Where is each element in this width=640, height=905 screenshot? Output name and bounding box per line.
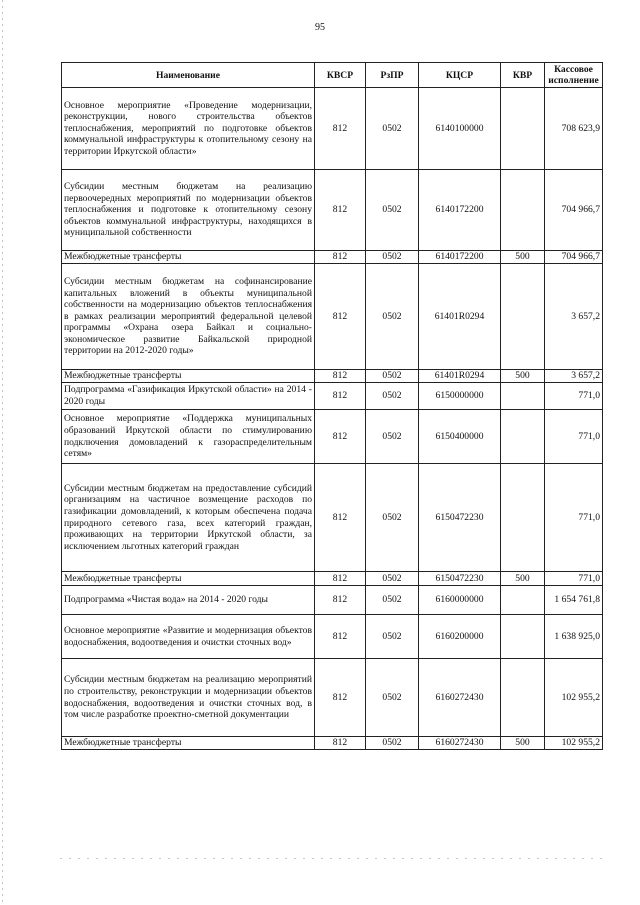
table-row xyxy=(62,410,603,464)
table-row xyxy=(62,383,603,410)
row-kvr xyxy=(501,410,545,464)
header-kvr: КВР xyxy=(501,63,545,88)
row-kcsr: 6150472230 xyxy=(419,464,501,572)
row-amount: 771,0 xyxy=(545,383,603,410)
row-kcsr: 6160200000 xyxy=(419,615,501,659)
row-kvr: 500 xyxy=(501,370,545,383)
row-kvsr: 812 xyxy=(315,370,366,383)
table-row xyxy=(62,615,603,659)
row-amount: 3 657,2 xyxy=(545,264,603,370)
table-row xyxy=(62,251,603,264)
row-kcsr: 6150472230 xyxy=(419,572,501,586)
row-kcsr: 6150000000 xyxy=(419,383,501,410)
row-name: Основное мероприятие «Поддержка муниципальных образований Иркутской области по стимулированию подключения домовладений к газораспределительным сетям» xyxy=(62,410,315,464)
table-row xyxy=(62,464,603,572)
row-amount: 3 657,2 xyxy=(545,370,603,383)
scan-bottom-artifact xyxy=(60,858,605,859)
row-kvr xyxy=(501,383,545,410)
row-kvsr: 812 xyxy=(315,572,366,586)
row-kvr xyxy=(501,659,545,737)
row-name: Основное мероприятие «Проведение модернизации, реконструкции, нового строительства объектов теплоснабжения, мероприятий по подготовке объектов коммунальной инфраструктуры к отопительному сезону на территории Иркутской области» xyxy=(62,88,315,170)
row-kvsr: 812 xyxy=(315,464,366,572)
row-kcsr: 6140100000 xyxy=(419,88,501,170)
row-name: Субсидии местным бюджетам на предоставление субсидий организациям на частичное возмещение расходов по газификации домовладений, к которым обеспечена подача природного сетевого газа, всех категорий граждан, проживающих на территории Иркутской области, за исключением льготных категорий граждан xyxy=(62,464,315,572)
header-name: Наименование xyxy=(62,63,315,88)
page-number: 95 xyxy=(315,22,325,33)
row-rzpr: 0502 xyxy=(366,410,419,464)
row-kvsr: 812 xyxy=(315,659,366,737)
row-kcsr: 6160272430 xyxy=(419,659,501,737)
row-kcsr: 6140172200 xyxy=(419,251,501,264)
row-kvsr: 812 xyxy=(315,264,366,370)
row-rzpr: 0502 xyxy=(366,659,419,737)
header-amount: Кассовое исполнение xyxy=(545,63,603,88)
row-kvsr: 812 xyxy=(315,383,366,410)
row-amount: 771,0 xyxy=(545,572,603,586)
row-amount: 771,0 xyxy=(545,410,603,464)
row-amount: 1 654 761,8 xyxy=(545,586,603,615)
row-kvr: 500 xyxy=(501,737,545,750)
row-amount: 102 955,2 xyxy=(545,659,603,737)
row-name: Межбюджетные трансферты xyxy=(62,572,315,586)
row-kvsr: 812 xyxy=(315,410,366,464)
table-row xyxy=(62,737,603,750)
row-kvr xyxy=(501,88,545,170)
row-rzpr: 0502 xyxy=(366,370,419,383)
row-kcsr: 61401R0294 xyxy=(419,264,501,370)
row-rzpr: 0502 xyxy=(366,88,419,170)
row-kvsr: 812 xyxy=(315,615,366,659)
row-rzpr: 0502 xyxy=(366,170,419,251)
table-row xyxy=(62,572,603,586)
row-amount: 1 638 925,0 xyxy=(545,615,603,659)
row-kvsr: 812 xyxy=(315,737,366,750)
row-name: Межбюджетные трансферты xyxy=(62,370,315,383)
row-kvr xyxy=(501,586,545,615)
budget-execution-table xyxy=(61,62,603,750)
row-kvr xyxy=(501,264,545,370)
row-kvsr: 812 xyxy=(315,170,366,251)
scan-edge-artifact xyxy=(2,0,3,905)
row-name: Основное мероприятие «Развитие и модернизация объектов водоснабжения, водоотведения и очистки сточных вод» xyxy=(62,615,315,659)
header-kvsr: КВСР xyxy=(315,63,366,88)
row-kvr xyxy=(501,615,545,659)
row-name: Межбюджетные трансферты xyxy=(62,251,315,264)
row-kvsr: 812 xyxy=(315,251,366,264)
row-amount: 708 623,9 xyxy=(545,88,603,170)
header-kcsr: КЦСР xyxy=(419,63,501,88)
row-kcsr: 6160000000 xyxy=(419,586,501,615)
row-amount: 704 966,7 xyxy=(545,170,603,251)
row-name: Субсидии местным бюджетам на реализацию первоочередных мероприятий по модернизации объектов теплоснабжения и подготовке к отопительному сезону объектов коммунальной инфраструктуры, находящихся в муниципальной собственности xyxy=(62,170,315,251)
row-rzpr: 0502 xyxy=(366,264,419,370)
row-amount: 704 966,7 xyxy=(545,251,603,264)
row-name: Субсидии местным бюджетам на реализацию мероприятий по строительству, реконструкции и модернизации объектов водоснабжения, водоотведения и очистки сточных вод, в том числе разработке проектно-сметной документации xyxy=(62,659,315,737)
table-row xyxy=(62,659,603,737)
table-row xyxy=(62,88,603,170)
row-name: Подпрограмма «Чистая вода» на 2014 - 2020 годы xyxy=(62,586,315,615)
row-rzpr: 0502 xyxy=(366,251,419,264)
table-row xyxy=(62,586,603,615)
row-rzpr: 0502 xyxy=(366,464,419,572)
table-row xyxy=(62,370,603,383)
row-name: Субсидии местным бюджетам на софинансирование капитальных вложений в объекты муниципальной собственности на модернизацию объектов теплоснабжения в рамках реализации мероприятий федеральной целевой программы «Охрана озера Байкал и социально-экономическое развитие Байкальской природной территории на 2012-2020 годы» xyxy=(62,264,315,370)
row-kvr: 500 xyxy=(501,251,545,264)
row-rzpr: 0502 xyxy=(366,737,419,750)
table-row xyxy=(62,264,603,370)
row-amount: 102 955,2 xyxy=(545,737,603,750)
row-kcsr: 6140172200 xyxy=(419,170,501,251)
row-name: Подпрограмма «Газификация Иркутской области» на 2014 - 2020 годы xyxy=(62,383,315,410)
row-rzpr: 0502 xyxy=(366,383,419,410)
row-kcsr: 6160272430 xyxy=(419,737,501,750)
row-kvr: 500 xyxy=(501,572,545,586)
row-rzpr: 0502 xyxy=(366,586,419,615)
table-header-row xyxy=(62,63,603,88)
row-kvsr: 812 xyxy=(315,88,366,170)
row-rzpr: 0502 xyxy=(366,572,419,586)
row-amount: 771,0 xyxy=(545,464,603,572)
row-kvr xyxy=(501,170,545,251)
row-kcsr: 61401R0294 xyxy=(419,370,501,383)
row-name: Межбюджетные трансферты xyxy=(62,737,315,750)
header-rzpr: РзПР xyxy=(366,63,419,88)
row-kvr xyxy=(501,464,545,572)
row-rzpr: 0502 xyxy=(366,615,419,659)
table-row xyxy=(62,170,603,251)
row-kcsr: 6150400000 xyxy=(419,410,501,464)
row-kvsr: 812 xyxy=(315,586,366,615)
